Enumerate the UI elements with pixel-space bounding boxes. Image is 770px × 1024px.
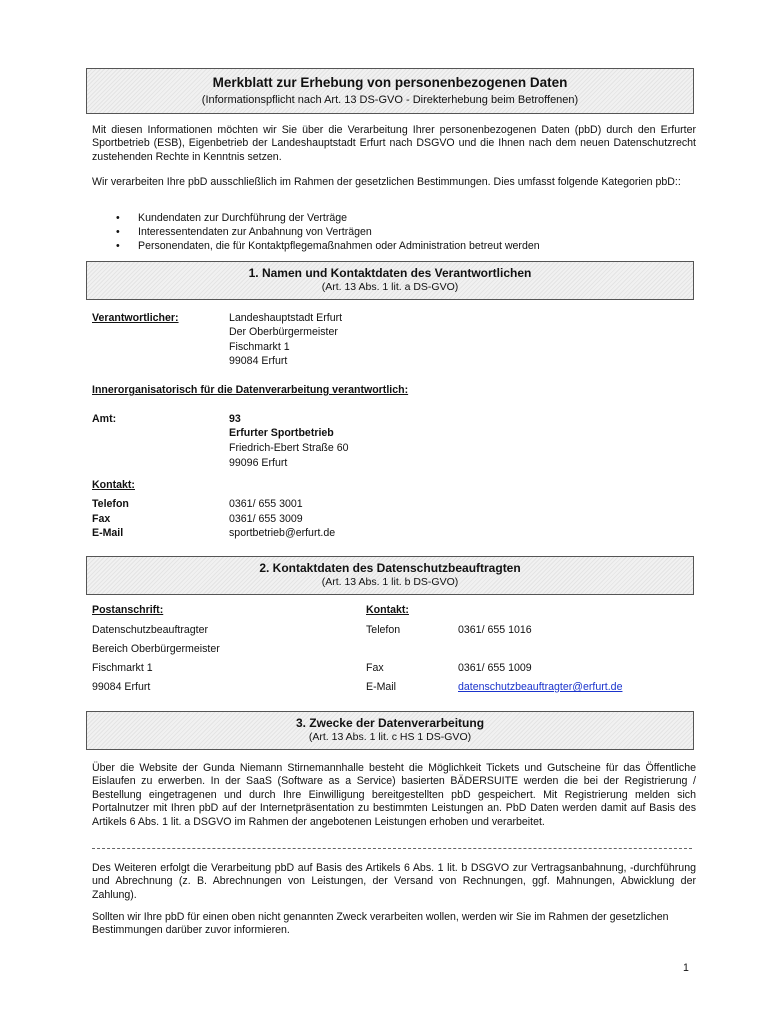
responsible-line: 99084 Erfurt [229,355,288,367]
amt-label: Amt: [92,413,117,425]
email-label: E-Mail [92,527,124,539]
fax-label: Fax [92,513,111,525]
section1-title: 1. Namen und Kontaktdaten des Verantwortlichen [248,266,532,280]
categories-intro: Wir verarbeiten Ihre pbD ausschließlich im Rahmen der gesetzlichen Bestimmungen. Dies umfasst folgende Kategorien pbD:: [92,176,681,188]
responsible-line: Fischmarkt 1 [229,341,290,353]
responsible-line: Landeshauptstadt Erfurt [229,312,343,324]
purpose-paragraph-1: Über die Website der Gunda Niemann Stirnemannhalle besteht die Möglichkeit Tickets und Gutscheine für das Öffentliche Eislaufen zu erwerben. In der SaaS (Software as a Service) basierten BÄDERSUITE werden die bei der Registrierung / Bestellung eingetragenen und durch Ihre Einwilligung bereitgestellten pbD gespeichert. Mit Registrierung melden sich Portalnutzer mit Ihren pbD auf der Internetpräsentation zu bestimmten Leistungen an. PbD Daten werden damit auf Basis des Artikels 6 Abs. 1 lit. a DSGVO im Rahmen der angebotenen Leistungen erhoben und verarbeitet. [92,762,696,828]
email-value: sportbetrieb@erfurt.de [229,527,336,539]
dpo-contact-heading: Kontakt: [366,604,409,616]
document-subtitle: (Informationspflicht nach Art. 13 DS-GVO - Direkterhebung beim Betroffenen) [201,94,579,106]
section1-header [86,261,694,300]
bullet-icon: • [116,240,120,252]
contact-heading: Kontakt: [92,479,135,491]
dpo-email-link[interactable]: datenschutzbeauftragter@erfurt.de [458,681,623,693]
separator-line [92,848,692,849]
bullet-icon: • [116,212,120,224]
dpo-phone-label: Telefon [366,624,401,636]
bullet-icon: • [116,226,120,238]
section2-title: 2. Kontaktdaten des Datenschutzbeauftragten [259,561,521,575]
postal-heading: Postanschrift: [92,604,164,616]
phone-label: Telefon [92,498,129,510]
internal-responsible-heading: Innerorganisatorisch für die Datenverarbeitung verantwortlich: [92,384,409,396]
section2-ref: (Art. 13 Abs. 1 lit. b DS-GVO) [321,576,459,588]
dpo-address-line: Fischmarkt 1 [92,662,153,674]
section3-title: 3. Zwecke der Datenverarbeitung [295,716,485,730]
dpo-address-line: Bereich Oberbürgermeister [92,643,220,655]
section2-header [86,556,694,595]
intro-paragraph: Mit diesen Informationen möchten wir Sie über die Verarbeitung Ihrer personenbezogenen Daten (pbD) durch den Erfurter Sportbetrieb (ESB), Eigenbetrieb der Landeshauptstadt Erfurt nach DSGVO und die Ihnen nach dem neuen Datenschutzrecht zustehenden Rechte in Kenntnis setzen. [92,124,696,163]
purpose-paragraph-3: Sollten wir Ihre pbD für einen oben nicht genannten Zweck verarbeiten wollen, werden wir Sie im Rahmen der gesetzlichen Bestimmungen darüber zuvor informieren. [92,911,669,937]
dpo-email-label: E-Mail [366,681,397,693]
document-title: Merkblatt zur Erhebung von personenbezogenen Daten [212,75,568,90]
dpo-fax-label: Fax [366,662,384,674]
page-number: 1 [683,962,689,974]
phone-value: 0361/ 655 3001 [229,498,303,510]
responsible-label: Verantwortlicher: [92,312,179,324]
document-page: Merkblatt zur Erhebung von personenbezogenen Daten (Informationspflicht nach Art. 13 DS-GVO - Direkterhebung beim Betroffenen) Mit diesen Informationen möchten wir Sie über die Verarbeitung Ihrer personenbezogenen Daten (pbD) durch den Erfurter Sportbetrieb (ESB), Eigenbetrieb der Landeshauptstadt Erfurt nach DSGVO und die Ihnen nach dem neuen Datenschutzrecht zustehenden Rechte in Kenntnis setzen. Wir verarbeiten Ihre pbD ausschließlich im Rahmen der gesetzlichen Bestimmungen. Dies umfasst folgende Kategorien pbD:: • Kundendaten zur Durchführung der Verträge • Interessentendaten zur Anbahnung von Verträgen • Personendaten, die für Kontaktpflegemaßnahmen oder Administration betreut werden 1. Namen und Kontaktdaten des Verantwortlichen (Art. 13 Abs. 1 lit. a DS-GVO) Verantwortlicher: Landeshauptstadt Erfurt Der Oberbürgermeister Fischmarkt 1 99084 Erfurt Innerorganisatorisch für die Datenverarbeitung verantwortlich: Amt: 93 Erfurter Sportbetrieb Friedrich-Ebert Straße 60 99096 Erfurt Kontakt: Telefon 0361/ 655 3001 Fax 0361/ 655 3009 E-Mail sportbetrieb@erfurt.de 2. Kontaktdaten des Datenschutzbeauftragten (Art. 13 Abs. 1 lit. b DS-GVO) Postanschrift: Kontakt: Datenschutzbeauftragter Telefon 0361/ 655 1016 Bereich Oberbürgermeister Fischmarkt 1 Fax 0361/ 655 1009 99084 Erfurt E-Mail datenschutzbeauftragter@erfurt.de 3. Zwecke der Datenverarbeitung (Art. 13 Abs. 1 lit. c HS 1 DS-GVO) Über die Website der Gunda Niemann Stirnemannhalle besteht die Möglichkeit Tickets und Gutscheine für das Öffentliche Eislaufen zu erwerben. In der SaaS (Software as a Service) basierten BÄDERSUITE werden die bei der Registrierung / Bestellung eingetragenen und durch Ihre Einwilligung bereitgestellten pbD gespeichert. Mit Registrierung melden sich Portalnutzer mit Ihren pbD auf der Internetpräsentation zu bestimmten Leistungen an. PbD Daten werden damit auf Basis des Artikels 6 Abs. 1 lit. a DSGVO im Rahmen der angebotenen Leistungen erhoben und verarbeitet. Des Weiteren erfolgt die Verarbeitung pbD auf Basis des Artikels 6 Abs. 1 lit. b DSGVO zur Vertragsanbahnung, -durchführung und Abrechnung (z. B. Abrechnungen von Leistungen, der Versand von Rechnungen, ggf. Mahnungen, Abwicklung der Zahlung). Sollten wir Ihre pbD für einen oben nicht genannten Zweck verarbeiten wollen, werden wir Sie im Rahmen der gesetzlichen Bestimmungen darüber zuvor informieren. 1 [0,0,770,1024]
section3-ref: (Art. 13 Abs. 1 lit. c HS 1 DS-GVO) [308,731,472,743]
amt-name: Erfurter Sportbetrieb [229,427,334,439]
dpo-fax-value: 0361/ 655 1009 [458,662,532,674]
dpo-phone-value: 0361/ 655 1016 [458,624,532,636]
responsible-line: Der Oberbürgermeister [229,326,338,338]
fax-value: 0361/ 655 3009 [229,513,303,525]
section3-header [86,711,694,750]
dpo-address-line: Datenschutzbeauftragter [92,624,209,636]
title-box [86,68,694,114]
dpo-address-line: 99084 Erfurt [92,681,151,693]
section1-ref: (Art. 13 Abs. 1 lit. a DS-GVO) [321,281,459,293]
amt-city: 99096 Erfurt [229,457,288,469]
purpose-paragraph-2: Des Weiteren erfolgt die Verarbeitung pbD auf Basis des Artikels 6 Abs. 1 lit. b DSGVO zur Vertragsanbahnung, -durchführung und Abrechnung (z. B. Abrechnungen von Leistungen, der Versand von Rechnungen, ggf. Mahnungen, Abwicklung der Zahlung). [92,862,696,901]
amt-number: 93 [229,413,241,425]
amt-street: Friedrich-Ebert Straße 60 [229,442,349,454]
